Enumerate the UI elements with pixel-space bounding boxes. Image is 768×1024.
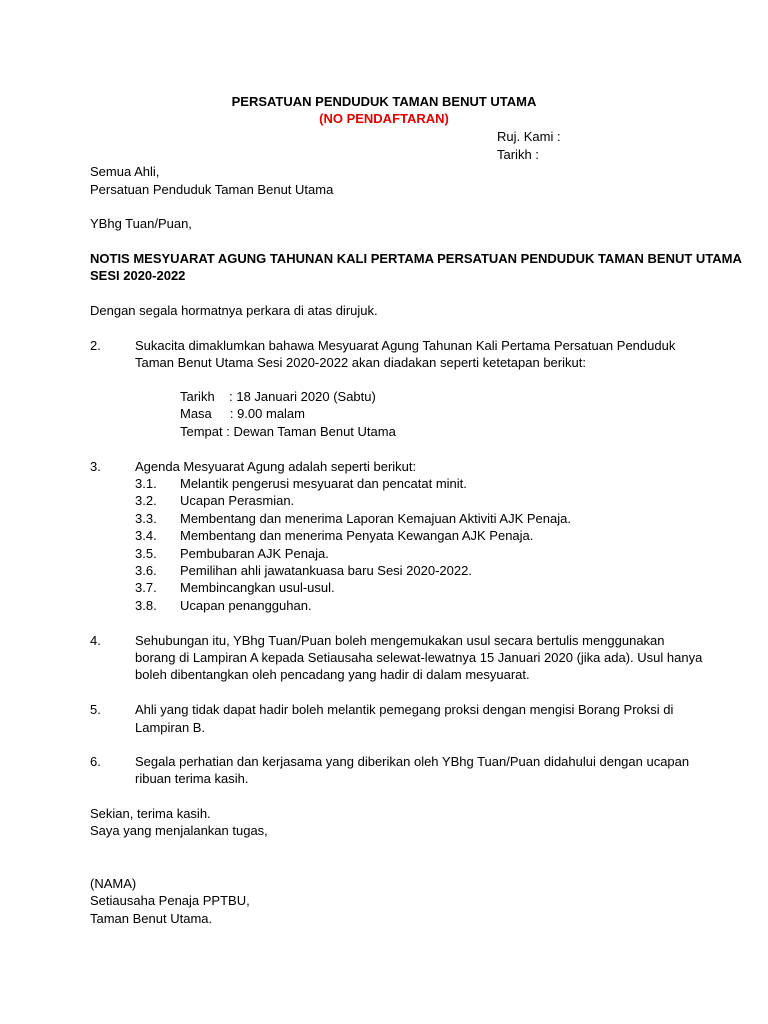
agenda-item-text: Ucapan Perasmian.: [180, 493, 295, 508]
paragraph-3-number: 3.: [90, 459, 101, 474]
meeting-time: Masa : 9.00 malam: [180, 406, 305, 421]
agenda-item-text: Ucapan penangguhan.: [180, 598, 312, 613]
agenda-item-text: Membentang dan menerima Penyata Kewangan AJK Penaja.: [180, 528, 534, 543]
agenda-item-text: Melantik pengerusi mesyuarat dan pencatat minit.: [180, 476, 467, 491]
agenda-item: [135, 510, 571, 528]
reference-label: Ruj. Kami :: [497, 129, 561, 144]
salutation: YBhg Tuan/Puan,: [90, 216, 192, 231]
paragraph-4-line-2: borang di Lampiran A kepada Setiausaha selewat-lewatnya 15 Januari 2020 (jika ada). Usul hanya: [135, 650, 703, 665]
agenda-item-number: 3.4.: [135, 528, 157, 543]
agenda-item-number: 3.6.: [135, 563, 157, 578]
agenda-item-number: 3.5.: [135, 546, 157, 561]
meeting-venue: Tempat : Dewan Taman Benut Utama: [180, 424, 396, 439]
paragraph-2-line-2: Taman Benut Utama Sesi 2020-2022 akan diadakan seperti ketetapan berikut:: [135, 355, 586, 370]
agenda-item-number: 3.1.: [135, 476, 157, 491]
agenda-item: [135, 597, 312, 615]
agenda-item-text: Membincangkan usul-usul.: [180, 580, 335, 595]
subject-line-1: NOTIS MESYUARAT AGUNG TAHUNAN KALI PERTAMA PERSATUAN PENDUDUK TAMAN BENUT UTAMA: [90, 251, 742, 266]
subject-line-2: SESI 2020-2022: [90, 268, 186, 283]
recipient-line-2: Persatuan Penduduk Taman Benut Utama: [90, 182, 334, 197]
paragraph-5-line-1: Ahli yang tidak dapat hadir boleh melantik pemegang proksi dengan mengisi Borang Proksi di: [135, 702, 674, 717]
agenda-item-number: 3.8.: [135, 598, 157, 613]
paragraph-4-number: 4.: [90, 633, 101, 648]
agenda-item: [135, 475, 467, 493]
registration-number-placeholder: (NO PENDAFTARAN): [319, 111, 449, 126]
signatory-place: Taman Benut Utama.: [90, 911, 213, 926]
agenda-item-number: 3.3.: [135, 511, 157, 526]
paragraph-4-line-3: boleh dibentangkan oleh pencadang yang hadir di dalam mesyuarat.: [135, 667, 530, 682]
meeting-date: Tarikh : 18 Januari 2020 (Sabtu): [180, 389, 376, 404]
date-label: Tarikh :: [497, 147, 539, 162]
agenda-item-number: 3.2.: [135, 493, 157, 508]
agenda-item: [135, 579, 335, 597]
agenda-item: [135, 492, 294, 510]
opening-sentence: Dengan segala hormatnya perkara di atas dirujuk.: [90, 303, 378, 318]
closing-line-1: Sekian, terima kasih.: [90, 806, 211, 821]
agenda-item: [135, 527, 533, 545]
paragraph-4-line-1: Sehubungan itu, YBhg Tuan/Puan boleh mengemukakan usul secara bertulis menggunakan: [135, 633, 665, 648]
agenda-item: [135, 545, 329, 563]
recipient-line-1: Semua Ahli,: [90, 164, 160, 179]
paragraph-6-line-1: Segala perhatian dan kerjasama yang diberikan oleh YBhg Tuan/Puan didahului dengan ucapan: [135, 754, 690, 769]
signatory-title: Setiausaha Penaja PPTBU,: [90, 893, 250, 908]
paragraph-2-number: 2.: [90, 338, 101, 353]
paragraph-2-line-1: Sukacita dimaklumkan bahawa Mesyuarat Agung Tahunan Kali Pertama Persatuan Penduduk: [135, 338, 676, 353]
signatory-name: (NAMA): [90, 876, 137, 891]
paragraph-6-line-2: ribuan terima kasih.: [135, 771, 249, 786]
closing-line-2: Saya yang menjalankan tugas,: [90, 823, 268, 838]
agenda-item-number: 3.7.: [135, 580, 157, 595]
paragraph-6-number: 6.: [90, 754, 101, 769]
agenda-item-text: Pemilihan ahli jawatankuasa baru Sesi 2020-2022.: [180, 563, 472, 578]
agenda-item-text: Pembubaran AJK Penaja.: [180, 546, 329, 561]
org-title: PERSATUAN PENDUDUK TAMAN BENUT UTAMA: [231, 94, 537, 109]
agenda-item-text: Membentang dan menerima Laporan Kemajuan Aktiviti AJK Penaja.: [180, 511, 571, 526]
paragraph-5-line-2: Lampiran B.: [135, 720, 206, 735]
agenda-item: [135, 562, 472, 580]
agenda-intro: Agenda Mesyuarat Agung adalah seperti berikut:: [135, 459, 417, 474]
paragraph-5-number: 5.: [90, 702, 101, 717]
